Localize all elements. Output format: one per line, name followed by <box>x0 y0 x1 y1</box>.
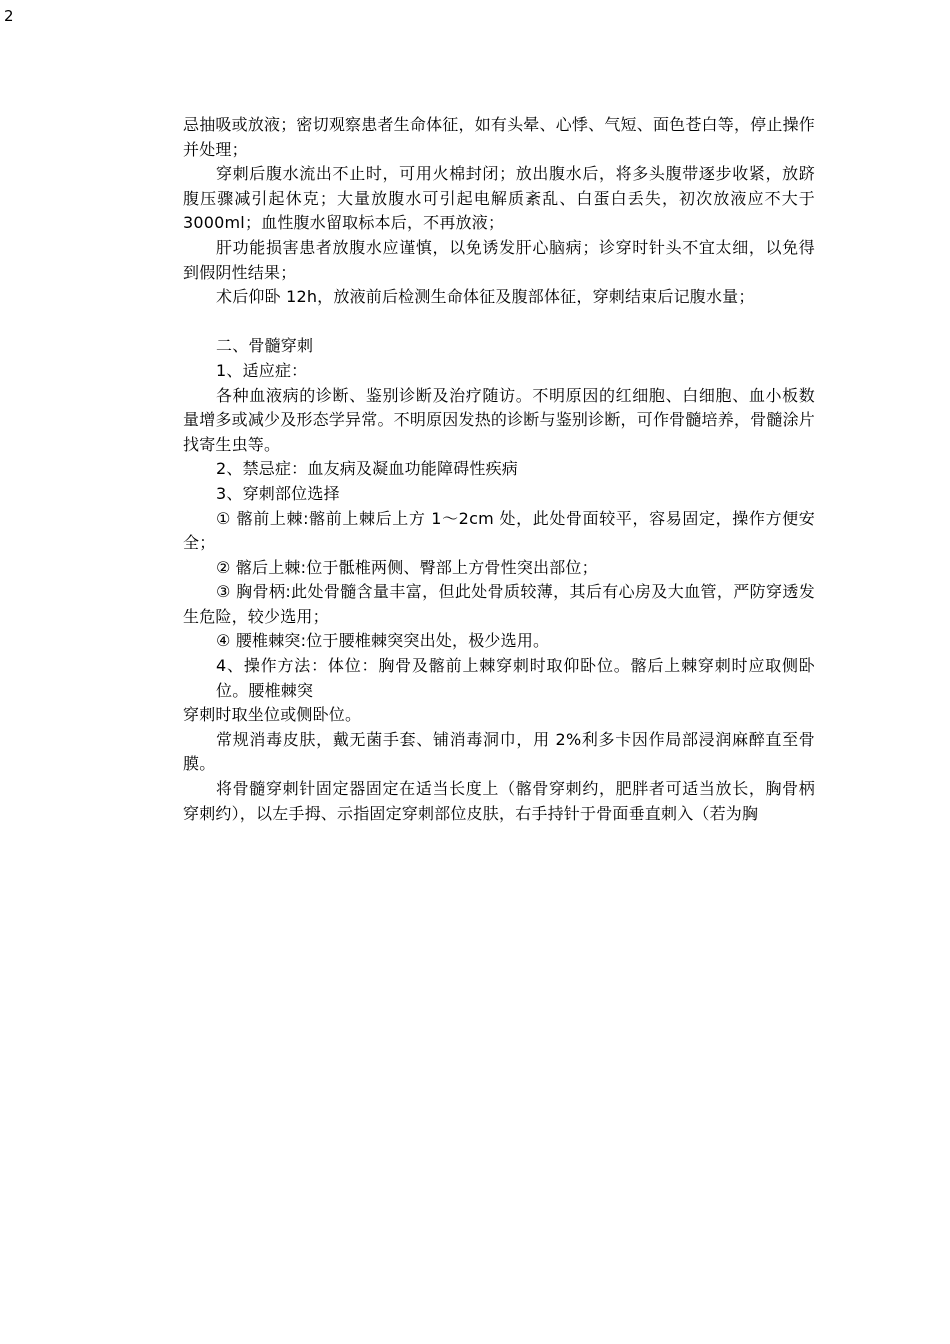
paragraph-contraindications: 2、禁忌症：血友病及凝血功能障碍性疾病 <box>216 459 518 479</box>
paragraph-liver-function: 肝功能损害患者放腹水应谨慎，以免诱发肝心脑病；诊穿时针头不宜太细，以免得到假阴性结果； <box>183 237 815 282</box>
heading-puncture-sites: 3、穿刺部位选择 <box>216 483 340 503</box>
list-item-site-3: ③ 胸骨柄:此处骨髓含量丰富，但此处骨质较薄，其后有心房及大血管，严防穿透发生危险，较少选用； <box>183 582 815 626</box>
list-item-site-4: ④ 腰椎棘突:位于腰椎棘突突出处，极少选用。 <box>216 631 550 651</box>
list-item-site-2: ② 髂后上棘:位于骶椎两侧、臀部上方骨性突出部位； <box>216 557 598 577</box>
paragraph-procedure-step-1: 常规消毒皮肤，戴无菌手套、铺消毒洞巾，用 2%利多卡因作局部浸润麻醉直至骨膜。 <box>183 729 815 774</box>
section-spacer <box>183 310 815 335</box>
paragraph-procedure-position: 4、操作方法：体位：胸骨及髂前上棘穿刺时取仰卧位。髂后上棘穿刺时应取侧卧位。腰椎棘突 <box>216 656 815 700</box>
paragraph-procedure-position-cont: 穿刺时取坐位或侧卧位。 <box>183 705 362 725</box>
page-number: 2 <box>4 7 14 25</box>
heading-indications: 1、适应症： <box>216 360 308 380</box>
list-item-site-1: ① 髂前上棘:髂前上棘后上方 1～2cm 处，此处骨面较平，容易固定，操作方便安全； <box>183 508 815 553</box>
document-body <box>183 113 815 826</box>
paragraph-contraindication-cont: 忌抽吸或放液；密切观察患者生命体征，如有头晕、心悸、气短、面色苍白等，停止操作并处理； <box>183 115 815 159</box>
paragraph-procedure-step-2: 将骨髓穿刺针固定器固定在适当长度上（髂骨穿刺约，肥胖者可适当放长，胸骨柄穿刺约），以左手拇、示指固定穿刺部位皮肤，右手持针于骨面垂直刺入（若为胸 <box>183 779 815 823</box>
paragraph-postoperative: 术后仰卧 12h，放液前后检测生命体征及腹部体征，穿刺结束后记腹水量； <box>216 287 755 307</box>
paragraph-ascites-precautions: 穿刺后腹水流出不止时，可用火棉封闭；放出腹水后，将多头腹带逐步收紧，放跻腹压骤减引起休克；大量放腹水可引起电解质紊乱、白蛋白丢失，初次放液应不大于 3000ml；血性腹水留取标本后，不再放液； <box>183 164 815 233</box>
paragraph-indications: 各种血液病的诊断、鉴别诊断及治疗随访。不明原因的红细胞、白细胞、血小板数量增多或减少及形态学异常。不明原因发热的诊断与鉴别诊断，可作骨髓培养，骨髓涂片找寄生虫等。 <box>183 385 815 454</box>
section-title-bone-marrow: 二、骨髓穿刺 <box>216 336 314 356</box>
